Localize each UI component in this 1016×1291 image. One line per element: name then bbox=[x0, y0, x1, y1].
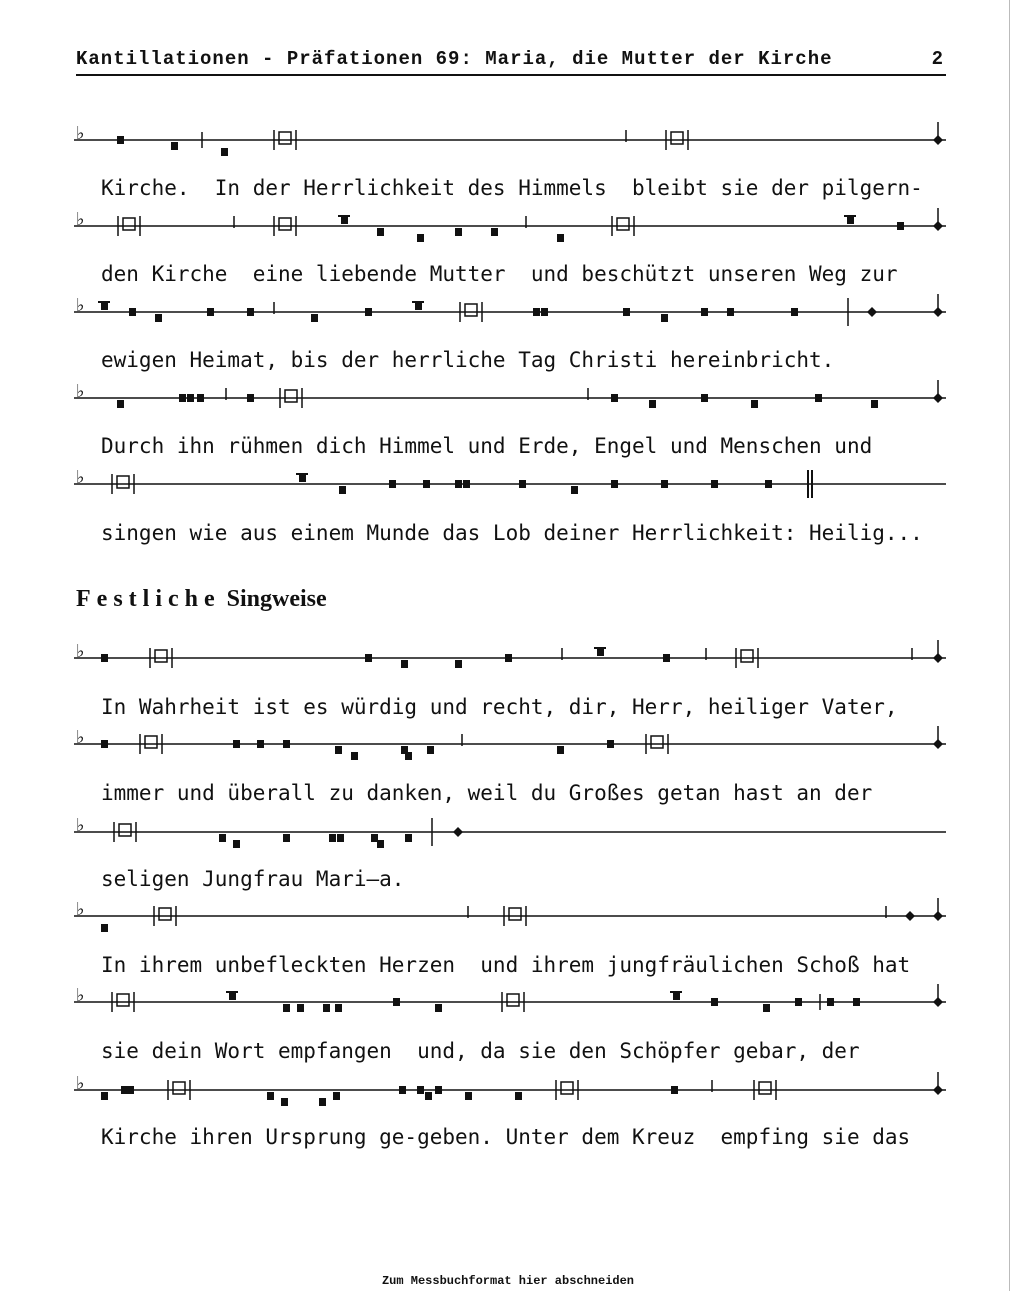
chant-note bbox=[117, 400, 124, 408]
chant-note bbox=[283, 740, 290, 748]
chant-note bbox=[311, 314, 318, 322]
chant-note bbox=[663, 654, 670, 662]
chant-note bbox=[207, 308, 214, 316]
chant-note bbox=[597, 648, 604, 656]
chant-note bbox=[515, 1092, 522, 1100]
chant-note bbox=[765, 480, 772, 488]
chant-note bbox=[129, 308, 136, 316]
chant-note bbox=[101, 740, 108, 748]
chant-note bbox=[455, 480, 462, 488]
chant-note bbox=[417, 1086, 424, 1094]
recitation-box bbox=[117, 994, 129, 1006]
chant-note bbox=[121, 1086, 128, 1094]
page-number: 2 bbox=[931, 48, 944, 70]
chant-note bbox=[435, 1086, 442, 1094]
music-staff bbox=[74, 378, 946, 418]
chant-note bbox=[233, 740, 240, 748]
page-edge bbox=[1009, 0, 1010, 1291]
chant-note bbox=[405, 752, 412, 760]
chant-note bbox=[323, 1004, 330, 1012]
chant-note bbox=[339, 486, 346, 494]
chant-note bbox=[763, 1004, 770, 1012]
chant-note bbox=[247, 394, 254, 402]
chant-note bbox=[101, 302, 108, 310]
chant-note bbox=[117, 136, 124, 144]
music-staff bbox=[74, 464, 946, 504]
chant-note bbox=[337, 834, 344, 842]
recitation-box bbox=[759, 1082, 771, 1094]
chant-note bbox=[101, 924, 108, 932]
chant-note bbox=[351, 752, 358, 760]
chant-note bbox=[247, 308, 254, 316]
music-staff bbox=[74, 120, 946, 160]
end-diamond bbox=[933, 739, 943, 749]
end-diamond bbox=[933, 997, 943, 1007]
chant-note bbox=[233, 840, 240, 848]
chant-note bbox=[751, 400, 758, 408]
chant-note bbox=[491, 228, 498, 236]
chant-note bbox=[417, 234, 424, 242]
recitation-box bbox=[123, 218, 135, 230]
chant-note bbox=[425, 1092, 432, 1100]
music-staff bbox=[74, 292, 946, 332]
chant-note bbox=[257, 740, 264, 748]
chant-note bbox=[661, 480, 668, 488]
chant-note bbox=[335, 746, 342, 754]
recitation-box bbox=[671, 132, 683, 144]
section-heading-rest: Singweise bbox=[226, 586, 327, 612]
end-diamond bbox=[933, 307, 943, 317]
chant-note bbox=[399, 1086, 406, 1094]
chant-note bbox=[815, 394, 822, 402]
chant-note bbox=[711, 998, 718, 1006]
chant-note bbox=[623, 308, 630, 316]
recitation-box bbox=[561, 1082, 573, 1094]
chant-note bbox=[405, 834, 412, 842]
chant-note bbox=[519, 480, 526, 488]
chant-note bbox=[393, 998, 400, 1006]
end-diamond bbox=[933, 393, 943, 403]
chant-note bbox=[427, 746, 434, 754]
recitation-box bbox=[279, 218, 291, 230]
music-staff bbox=[74, 812, 946, 852]
music-staff bbox=[74, 1070, 946, 1110]
chant-note bbox=[423, 480, 430, 488]
chant-note bbox=[377, 228, 384, 236]
chant-note bbox=[827, 998, 834, 1006]
music-staff bbox=[74, 724, 946, 764]
chant-note bbox=[505, 654, 512, 662]
chant-note bbox=[673, 992, 680, 1000]
flat-sign: ♭ bbox=[76, 899, 85, 920]
recitation-box bbox=[155, 650, 167, 662]
end-diamond bbox=[933, 653, 943, 663]
chant-note bbox=[229, 992, 236, 1000]
flat-sign: ♭ bbox=[76, 295, 85, 316]
chant-note bbox=[791, 308, 798, 316]
end-diamond bbox=[933, 911, 943, 921]
chant-note bbox=[541, 308, 548, 316]
end-diamond bbox=[933, 221, 943, 231]
chant-note bbox=[871, 400, 878, 408]
chant-note bbox=[101, 654, 108, 662]
chant-note bbox=[533, 308, 540, 316]
recitation-box bbox=[741, 650, 753, 662]
lyric-line: ewigen Heimat, bis der herrliche Tag Christi hereinbricht. bbox=[101, 348, 835, 372]
recitation-box bbox=[159, 908, 171, 920]
chant-note bbox=[101, 1092, 108, 1100]
flat-sign: ♭ bbox=[76, 727, 85, 748]
end-diamond bbox=[933, 135, 943, 145]
recitation-box bbox=[279, 132, 291, 144]
chant-note bbox=[701, 308, 708, 316]
flat-sign: ♭ bbox=[76, 1073, 85, 1094]
chant-note bbox=[701, 394, 708, 402]
chant-note bbox=[297, 1004, 304, 1012]
chant-note bbox=[283, 834, 290, 842]
lyric-line: Kirche. In der Herrlichkeit des Himmels bleibt sie der pilgern- bbox=[101, 176, 923, 200]
chant-note bbox=[187, 394, 194, 402]
chant-note bbox=[401, 660, 408, 668]
diamond-note bbox=[905, 911, 915, 921]
diamond-note bbox=[453, 827, 463, 837]
recitation-box bbox=[509, 908, 521, 920]
flat-sign: ♭ bbox=[76, 641, 85, 662]
cut-line-note: Zum Messbuchformat hier abschneiden bbox=[381, 1274, 635, 1288]
chant-note bbox=[671, 1086, 678, 1094]
flat-sign: ♭ bbox=[76, 123, 85, 144]
section-heading-spaced: Festliche bbox=[76, 586, 221, 612]
chant-note bbox=[329, 834, 336, 842]
chant-note bbox=[281, 1098, 288, 1106]
chant-note bbox=[853, 998, 860, 1006]
lyric-line: sie dein Wort empfangen und, da sie den Schöpfer gebar, der bbox=[101, 1039, 860, 1063]
recitation-box bbox=[651, 736, 663, 748]
chant-note bbox=[365, 654, 372, 662]
chant-note bbox=[557, 234, 564, 242]
section-heading bbox=[76, 586, 327, 613]
flat-sign: ♭ bbox=[76, 381, 85, 402]
end-diamond bbox=[933, 1085, 943, 1095]
recitation-box bbox=[145, 736, 157, 748]
chant-note bbox=[455, 660, 462, 668]
chant-note bbox=[649, 400, 656, 408]
lyric-line: Durch ihn rühmen dich Himmel und Erde, Engel und Menschen und bbox=[101, 434, 873, 458]
chant-note bbox=[365, 308, 372, 316]
header-title: Kantillationen - Präfationen 69: Maria, die Mutter der Kirche bbox=[76, 48, 833, 70]
chant-note bbox=[611, 480, 618, 488]
chant-note bbox=[711, 480, 718, 488]
recitation-box bbox=[173, 1082, 185, 1094]
music-staff bbox=[74, 896, 946, 936]
flat-sign: ♭ bbox=[76, 467, 85, 488]
chant-note bbox=[463, 480, 470, 488]
chant-note bbox=[389, 480, 396, 488]
music-staff bbox=[74, 206, 946, 246]
chant-note bbox=[155, 314, 162, 322]
chant-note bbox=[727, 308, 734, 316]
chant-note bbox=[341, 216, 348, 224]
lyric-line: Kirche ihren Ursprung ge-geben. Unter dem Kreuz empfing sie das bbox=[101, 1125, 911, 1149]
chant-note bbox=[335, 1004, 342, 1012]
recitation-box bbox=[507, 994, 519, 1006]
recitation-box bbox=[285, 390, 297, 402]
chant-note bbox=[557, 746, 564, 754]
diamond-note bbox=[867, 307, 877, 317]
chant-note bbox=[571, 486, 578, 494]
chant-note bbox=[179, 394, 186, 402]
chant-note bbox=[333, 1092, 340, 1100]
chant-note bbox=[197, 394, 204, 402]
lyric-line: singen wie aus einem Munde das Lob deiner Herrlichkeit: Heilig... bbox=[101, 521, 923, 545]
lyric-line: den Kirche eine liebende Mutter und beschützt unseren Weg zur bbox=[101, 262, 898, 286]
lyric-line: seligen Jungfrau Mari—a. bbox=[101, 867, 405, 891]
chant-note bbox=[219, 834, 226, 842]
recitation-box bbox=[465, 304, 477, 316]
chant-note bbox=[435, 1004, 442, 1012]
chant-note bbox=[611, 394, 618, 402]
page-header bbox=[76, 48, 946, 76]
chant-note bbox=[795, 998, 802, 1006]
chant-note bbox=[415, 302, 422, 310]
music-staff bbox=[74, 982, 946, 1022]
chant-note bbox=[171, 142, 178, 150]
chant-note bbox=[897, 222, 904, 230]
flat-sign: ♭ bbox=[76, 209, 85, 230]
lyric-line: In ihrem unbefleckten Herzen und ihrem jungfräulichen Schoß hat bbox=[101, 953, 911, 977]
chant-note bbox=[127, 1086, 134, 1094]
chant-note bbox=[371, 834, 378, 842]
chant-note bbox=[847, 216, 854, 224]
chant-note bbox=[455, 228, 462, 236]
lyric-line: immer und überall zu danken, weil du Großes getan hast an der bbox=[101, 781, 873, 805]
recitation-box bbox=[119, 824, 131, 836]
chant-note bbox=[377, 840, 384, 848]
lyric-line: In Wahrheit ist es würdig und recht, dir, Herr, heiliger Vater, bbox=[101, 695, 898, 719]
chant-note bbox=[465, 1092, 472, 1100]
chant-note bbox=[283, 1004, 290, 1012]
chant-note bbox=[607, 740, 614, 748]
chant-note bbox=[299, 474, 306, 482]
chant-note bbox=[319, 1098, 326, 1106]
flat-sign: ♭ bbox=[76, 985, 85, 1006]
recitation-box bbox=[117, 476, 129, 488]
chant-note bbox=[661, 314, 668, 322]
music-staff bbox=[74, 638, 946, 678]
chant-note bbox=[221, 148, 228, 156]
flat-sign: ♭ bbox=[76, 815, 85, 836]
recitation-box bbox=[617, 218, 629, 230]
chant-note bbox=[267, 1092, 274, 1100]
